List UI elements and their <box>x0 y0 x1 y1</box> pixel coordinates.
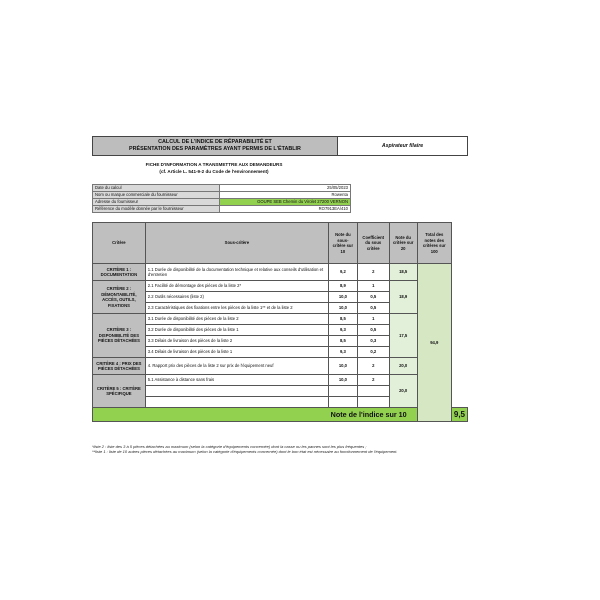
criterion-total: 18,9 <box>389 281 417 314</box>
criterion-total: 20,0 <box>389 375 417 408</box>
sub-criterion: 2.1 Facilité de démontage des pièces de la liste 2* <box>145 281 328 292</box>
supplier-info-table <box>92 184 468 213</box>
info-label: Adresse du fournisseur <box>93 199 220 206</box>
fiche-title <box>92 162 336 175</box>
col-critere: Critère <box>93 223 146 264</box>
col-note-sous: Note du sous-critère sur 10 <box>329 223 358 264</box>
footnote: **liste 1 : liste de 10 autres pièces détachées au maximum (selon la catégorie d'équipements concernée) dont le bon état est nécessaire au fonctionnement de l'équipement. <box>92 449 398 455</box>
header-title-line2: PRÉSENTATION DES PARAMÈTRES AYANT PERMIS DE L'ÉTABLIR <box>129 146 301 152</box>
grand-total: 94,9 <box>417 264 451 422</box>
sub-note: 9,3 <box>329 347 358 358</box>
criterion-total: 17,5 <box>389 314 417 358</box>
score-table-header <box>93 223 468 264</box>
info-label: Référence du modèle donnée par le fournisseur <box>93 206 220 213</box>
info-row <box>93 192 468 199</box>
fiche-line2: (cf. Article L. 541-9-2 du Code de l'environnement) <box>159 168 269 174</box>
final-score-label: Note de l'indice sur 10 <box>93 408 418 422</box>
table-row <box>93 281 468 292</box>
sub-coef <box>357 386 389 397</box>
final-score-row <box>93 408 468 422</box>
criterion-name: CRITÈRE 2 : DÉMONTABILITÉ, ACCÈS, OUTILS, FIXATIONS <box>93 281 146 314</box>
col-note-critere: Note du critère sur 20 <box>389 223 417 264</box>
criterion-name: CRITÈRE 1 : DOCUMENTATION <box>93 264 146 281</box>
criterion-name: CRITÈRE 5 : CRITÈRE SPÉCIFIQUE <box>93 375 146 408</box>
sub-note: 8,5 <box>329 314 358 325</box>
info-spacer <box>351 199 468 206</box>
sub-note <box>329 386 358 397</box>
sub-note: 10,0 <box>329 358 358 375</box>
sub-criterion: 2.3 Caractéristiques des fixations entre les pièces de la liste 1** et de la liste 2 <box>145 303 328 314</box>
header <box>92 136 468 156</box>
table-row <box>93 358 468 375</box>
footnote: *liste 2 : liste des 3 à 5 pièces détachées au maximum (selon la catégorie d'équipements concernée) dont la casse ou les pannes sont les plus fréquentes ; <box>92 444 367 449</box>
sub-note: 8,5 <box>329 336 358 347</box>
col-coef: Coefficient du sous critère <box>357 223 389 264</box>
sub-note: 8,9 <box>329 281 358 292</box>
sub-criterion: 4. Rapport prix des pièces de la liste 2 sur prix de l'équipement neuf <box>145 358 328 375</box>
sub-criterion <box>145 397 328 408</box>
header-title-line1: CALCUL DE L'INDICE DE RÉPARABILITÉ ET <box>158 139 272 145</box>
info-value: RO7913EA/410 <box>220 206 351 213</box>
score-table <box>92 222 468 422</box>
criterion-total: 18,5 <box>389 264 417 281</box>
sub-criterion: 5.1 Assistance à distance sans frais <box>145 375 328 386</box>
sub-note: 10,0 <box>329 292 358 303</box>
info-value: GOUPE SEB Chemin du Virolet 27200 VERNON <box>220 199 351 206</box>
sub-coef: 0,5 <box>357 303 389 314</box>
sub-coef: 1 <box>357 314 389 325</box>
info-spacer <box>351 206 468 213</box>
sub-note: 10,0 <box>329 375 358 386</box>
product-type: Aspirateur filaire <box>338 137 467 155</box>
info-spacer <box>351 192 468 199</box>
sub-coef: 1 <box>357 281 389 292</box>
criterion-name: CRITÈRE 3 : DISPONIBILITÉ DES PIÈCES DÉTACHÉES <box>93 314 146 358</box>
footnotes <box>92 444 468 454</box>
col-sous-critere: Sous-critère <box>145 223 328 264</box>
sub-note: 9,2 <box>329 264 358 281</box>
header-title <box>93 137 338 155</box>
sub-coef: 0,2 <box>357 347 389 358</box>
sub-coef: 0,5 <box>357 292 389 303</box>
sub-criterion: 3.2 Durée de disponibilité des pièces de la liste 1 <box>145 325 328 336</box>
sub-criterion <box>145 386 328 397</box>
criterion-name: CRITÈRE 4 : PRIX DES PIÈCES DÉTACHÉES <box>93 358 146 375</box>
table-row <box>93 264 468 281</box>
sub-criterion: 2.2 Outils nécessaires (liste 2) <box>145 292 328 303</box>
info-row <box>93 206 468 213</box>
sub-note: 9,3 <box>329 325 358 336</box>
sub-criterion: 3.3 Délais de livraison des pièces de la liste 2 <box>145 336 328 347</box>
criterion-total: 20,0 <box>389 358 417 375</box>
sub-coef <box>357 397 389 408</box>
info-label: Nom ou marque commerciale du fournisseur <box>93 192 220 199</box>
info-value: Rowenta <box>220 192 351 199</box>
info-spacer <box>351 185 468 192</box>
sub-coef: 2 <box>357 264 389 281</box>
table-row <box>93 314 468 325</box>
info-row <box>93 185 468 192</box>
info-row <box>93 199 468 206</box>
col-total: Total des notes des critères sur 100 <box>417 223 451 264</box>
sub-criterion: 3.1 Durée de disponibilité des pièces de la liste 2 <box>145 314 328 325</box>
sub-coef: 2 <box>357 358 389 375</box>
table-row <box>93 375 468 386</box>
sub-note: 10,0 <box>329 303 358 314</box>
fiche-line1: FICHE D'INFORMATION A TRANSMETTRE AUX DEMANDEURS <box>145 162 283 167</box>
final-score-value: 9,5 <box>451 408 467 422</box>
sub-criterion: 1.1 Durée de disponibilité de la documentation technique et relative aux conseils d'utilisation et d'entretien <box>145 264 328 281</box>
info-label: Date du calcul <box>93 185 220 192</box>
info-value: 25/05/2023 <box>220 185 351 192</box>
sub-coef: 0,5 <box>357 325 389 336</box>
sub-coef: 2 <box>357 375 389 386</box>
sub-coef: 0,3 <box>357 336 389 347</box>
sub-note <box>329 397 358 408</box>
sub-criterion: 3.4 Délais de livraison des pièces de la liste 1 <box>145 347 328 358</box>
